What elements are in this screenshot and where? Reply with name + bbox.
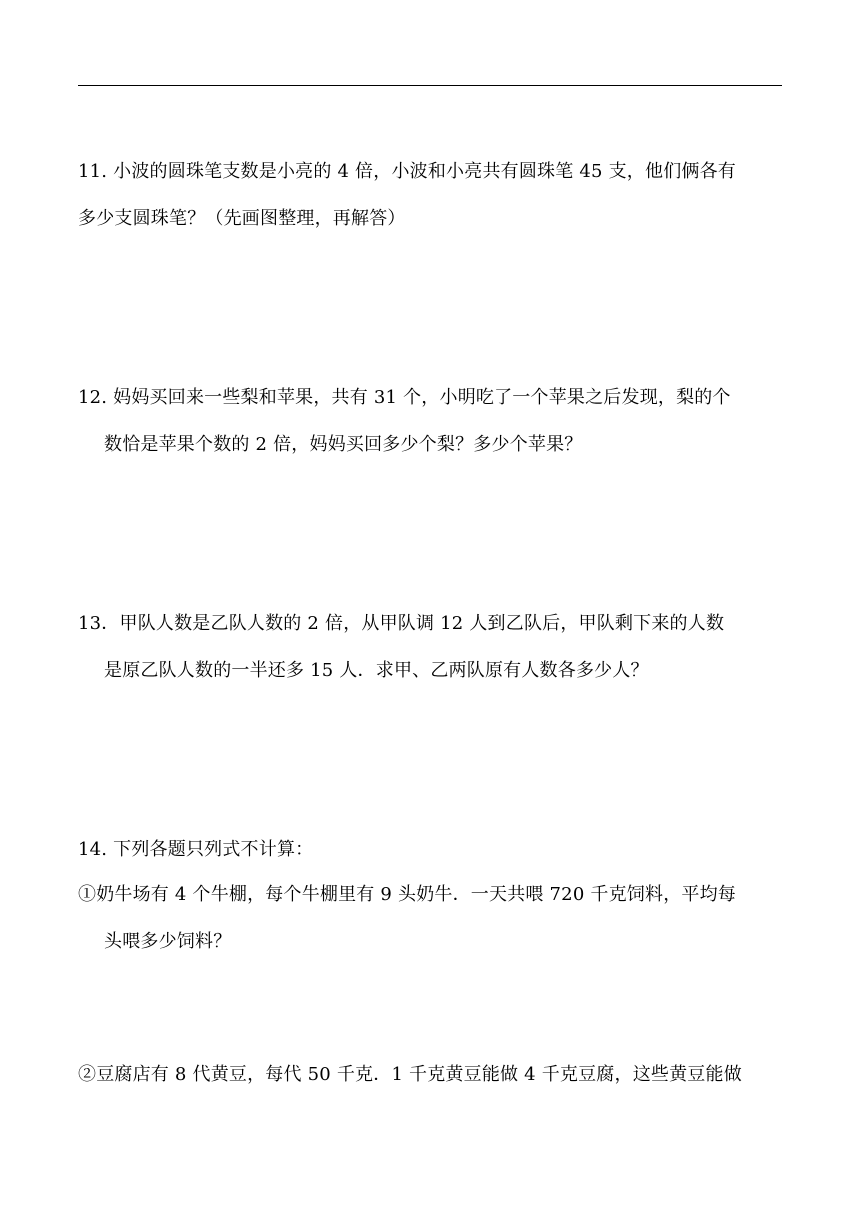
problem-14-item-1-line-2: 头喂多少饲料？ — [104, 931, 232, 952]
problem-14-item-1-line-1: ①奶牛场有 4 个牛棚，每个牛棚里有 9 头奶牛．一天共喂 720 千克饲料，平均每 — [78, 884, 736, 905]
problem-12-line-1: 12. 妈妈买回来一些梨和苹果，共有 31 个，小明吃了一个苹果之后发现，梨的个 — [78, 387, 731, 408]
problem-13-line-1: 13．甲队人数是乙队人数的 2 倍，从甲队调 12 人到乙队后，甲队剩下来的人数 — [78, 613, 725, 634]
problem-14-item-2-line-1: ②豆腐店有 8 代黄豆，每代 50 千克．1 千克黄豆能做 4 千克豆腐，这些黄豆能做 — [78, 1064, 742, 1085]
problem-11-line-1: 11. 小波的圆珠笔支数是小亮的 4 倍，小波和小亮共有圆珠笔 45 支，他们俩各有 — [78, 161, 736, 182]
problem-13-line-2: 是原乙队人数的一半还多 15 人．求甲、乙两队原有人数各多少人？ — [104, 660, 649, 681]
problem-14-heading: 14. 下列各题只列式不计算： — [78, 839, 314, 860]
problem-12-line-2: 数恰是苹果个数的 2 倍，妈妈买回多少个梨？多少个苹果？ — [104, 434, 583, 455]
problem-11-line-2: 多少支圆珠笔？（先画图整理，再解答） — [78, 208, 406, 229]
header-rule — [78, 85, 782, 86]
